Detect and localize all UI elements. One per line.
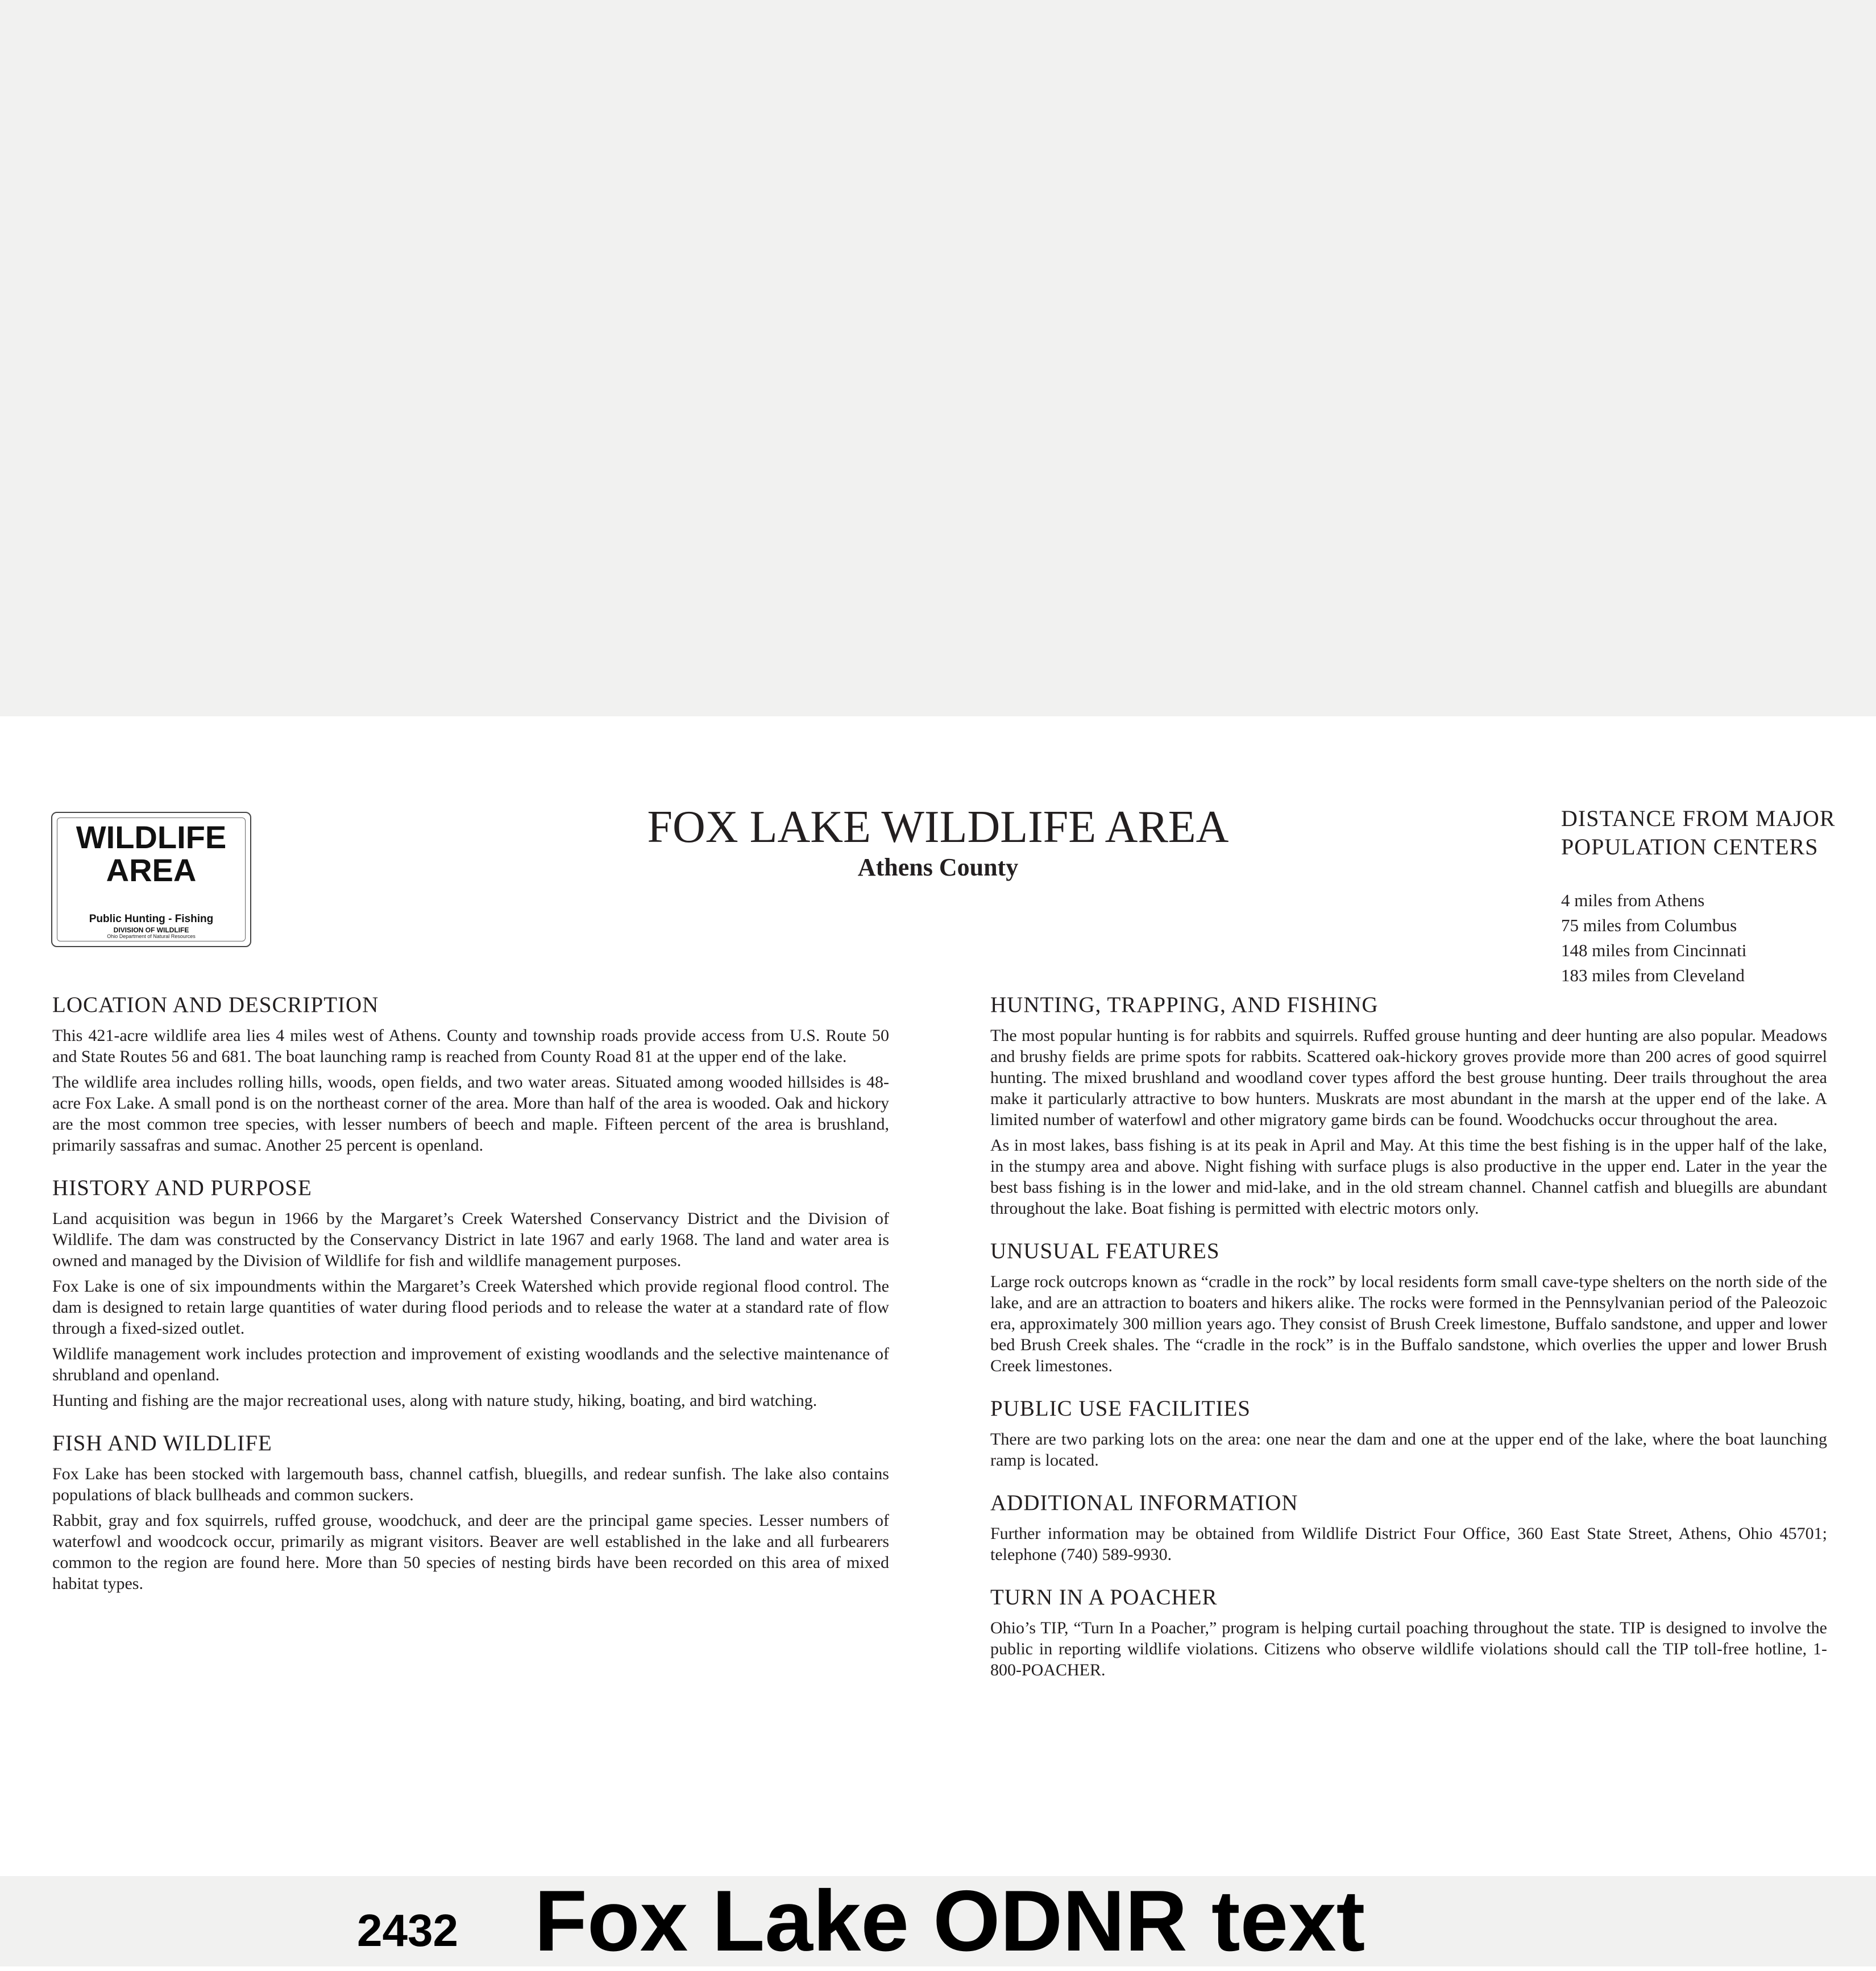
section-paragraph: Land acquisition was begun in 1966 by the Margaret’s Creek Watershed Conservancy District and the Division of Wildlife. The dam was constructed by the Conservancy District in late 1967 and early 1968. The land and water area is owned and managed by the Division of Wildlife for fish and wildlife management purposes.: [52, 1209, 889, 1270]
section-paragraph: There are two parking lots on the area: one near the dam and one at the upper end of the lake, where the boat launching ramp is located.: [990, 1430, 1827, 1470]
section-history: [52, 1175, 889, 1411]
section-heading: ADDITIONAL INFORMATION: [990, 1491, 1298, 1515]
distance-item: 183 miles from Cleveland: [1561, 965, 1745, 985]
section-heading: UNUSUAL FEATURES: [990, 1239, 1220, 1263]
section-paragraph: This 421-acre wildlife area lies 4 miles west of Athens. County and township roads provide access from U.S. Route 50 and State Routes 56 and 681. The boat launching ramp is reached from County Road 81 at the upper end of the lake.: [52, 1026, 889, 1066]
footer-title: Fox Lake ODNR text: [534, 1873, 1366, 1969]
section-hunting: [990, 992, 1827, 1219]
section-paragraph: Fox Lake is one of six impoundments within the Margaret’s Creek Watershed which provide regional flood control. The dam is designed to retain large quantities of water during flood periods and to release the water at a standard rate of flow through a fixed-sized outlet.: [52, 1277, 889, 1338]
section-heading: FISH AND WILDLIFE: [52, 1431, 272, 1455]
sign-line-public-hunting: Public Hunting - Fishing: [89, 913, 214, 925]
section-heading: LOCATION AND DESCRIPTION: [52, 993, 379, 1017]
distance-heading-line1: DISTANCE FROM MAJOR: [1561, 806, 1836, 831]
page-subtitle: Athens County: [857, 853, 1019, 881]
section-paragraph: Hunting and fishing are the major recreational uses, along with nature study, hiking, boating, and bird watching.: [52, 1391, 817, 1410]
section-paragraph: Fox Lake has been stocked with largemouth bass, channel catfish, bluegills, and redear sunfish. The lake also contains populations of black bullheads and common suckers.: [52, 1464, 889, 1504]
section-heading: TURN IN A POACHER: [990, 1585, 1218, 1609]
section-paragraph: As in most lakes, bass fishing is at its peak in April and May. At this time the best fishing is in the upper half of the lake, in the stumpy area and above. Night fishing with surface plugs is also productive in the upper end. Later in the year the best bass fishing is in the lower and mid-lake, and in the old stream channel. Channel catfish and bluegills are abundant throughout the lake. Boat fishing is permitted with electric motors only.: [990, 1136, 1827, 1218]
section-heading: HISTORY AND PURPOSE: [52, 1176, 312, 1200]
distance-item: 148 miles from Cincinnati: [1561, 940, 1747, 960]
section-fish-wildlife: [52, 1430, 889, 1594]
section-paragraph: The wildlife area includes rolling hills, woods, open fields, and two water areas. Situated among wooded hillsides is 48-acre Fox Lake. A small pond is on the northeast corner of the area. More than half of the area is wooded. Oak and hickory are the most common tree species, with lesser numbers of beech and maple. Fifteen percent of the area is brushland, primarily sassafras and sumac. Another 25 percent is openland.: [52, 1073, 889, 1155]
distance-item: 4 miles from Athens: [1561, 890, 1705, 910]
footer-number: 2432: [357, 1905, 458, 1956]
page-title: FOX LAKE WILDLIFE AREA: [647, 802, 1229, 852]
section-additional-info: [990, 1490, 1827, 1565]
section-paragraph: Rabbit, gray and fox squirrels, ruffed grouse, woodchuck, and deer are the principal game species. Lesser numbers of waterfowl and woodcock occur, primarily as migrant visitors. Beaver are well established in the lake and all furbearers common to the region are found here. More than 50 species of nesting birds have been recorded on this area of mixed habitat types.: [52, 1511, 889, 1593]
sign-line-wildlife: WILDLIFE: [76, 819, 227, 855]
section-unusual-features: [990, 1238, 1827, 1376]
sign-line-area: AREA: [106, 852, 197, 888]
section-heading: PUBLIC USE FACILITIES: [990, 1396, 1251, 1421]
distance-item: 75 miles from Columbus: [1561, 915, 1737, 935]
distance-heading: [1561, 804, 1836, 861]
section-public-use: [990, 1396, 1827, 1471]
section-heading: HUNTING, TRAPPING, AND FISHING: [990, 993, 1379, 1017]
section-paragraph: The most popular hunting is for rabbits and squirrels. Ruffed grouse hunting and deer hunting are also popular. Meadows and brushy fields are prime spots for rabbits. Scattered oak-hickory groves provide more than 200 acres of good squirrel hunting. The mixed brushland and woodland cover types afford the best grouse hunting. Deer trails throughout the area make it particularly attractive to bow hunters. Muskrats are most abundant in the marsh at the upper end of the lake. A limited number of waterfowl and other migratory game birds can be found. Woodchucks occur throughout the area.: [990, 1026, 1827, 1129]
section-paragraph: Further information may be obtained from Wildlife District Four Office, 360 East State Street, Athens, Ohio 45701; telephone (740) 589-9930.: [990, 1524, 1827, 1564]
section-location: [52, 992, 889, 1156]
right-column: [990, 992, 1827, 1700]
sign-line-division: DIVISION OF WILDLIFE: [113, 926, 189, 934]
distance-heading-line2: POPULATION CENTERS: [1561, 834, 1819, 860]
section-turn-in-poacher: [990, 1584, 1827, 1680]
section-paragraph: Ohio’s TIP, “Turn In a Poacher,” program is helping curtail poaching throughout the state. TIP is designed to involve the public in reporting wildlife violations. Citizens who observe wildlife violations should call the TIP toll-free hotline, 1-800-POACHER.: [990, 1619, 1827, 1679]
wildlife-area-sign-logo: [51, 812, 251, 947]
top-blank-band: [0, 0, 1876, 716]
left-column: [52, 992, 889, 1613]
distance-list: [1561, 888, 1746, 988]
section-paragraph: Wildlife management work includes protection and improvement of existing woodlands and the selective maintenance of shrubland and openland.: [52, 1345, 889, 1384]
section-paragraph: Large rock outcrops known as “cradle in the rock” by local residents form small cave-type shelters on the north side of the lake, and are an attraction to boaters and hikers alike. The rocks were formed in the Pennsylvanian period of the Paleozoic era, approximately 300 million years ago. They consist of Brush Creek limestone, Buffalo sandstone, and upper and lower bed Brush Creek shales. The “cradle in the rock” is in the Buffalo sandstone, which overlies the upper and lower Brush Creek limestones.: [990, 1272, 1827, 1375]
sign-line-department: Ohio Department of Natural Resources: [107, 933, 196, 939]
